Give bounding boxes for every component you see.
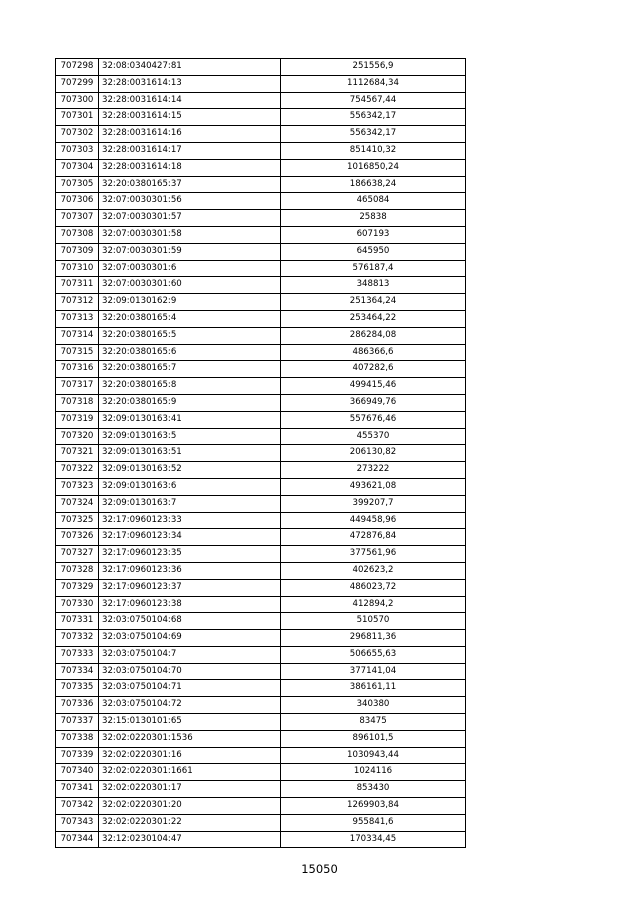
value-cell: 955841,6 [281, 814, 466, 831]
cadastral-number-cell: 32:09:0130163:52 [99, 462, 281, 479]
cadastral-number-cell: 32:12:0230104:47 [99, 831, 281, 848]
row-number-cell: 707340 [56, 764, 99, 781]
cadastral-number-cell: 32:09:0130163:6 [99, 478, 281, 495]
cadastral-number-cell: 32:28:0031614:13 [99, 75, 281, 92]
table-row [56, 646, 466, 663]
cadastral-number-cell: 32:17:0960123:37 [99, 579, 281, 596]
value-cell: 412894,2 [281, 596, 466, 613]
cadastral-number-cell: 32:20:0380165:8 [99, 378, 281, 395]
value-cell: 576187,4 [281, 260, 466, 277]
value-cell: 348813 [281, 277, 466, 294]
value-cell: 645950 [281, 243, 466, 260]
table-row [56, 462, 466, 479]
cadastral-number-cell: 32:20:0380165:4 [99, 310, 281, 327]
table-row [56, 75, 466, 92]
value-cell: 557676,46 [281, 411, 466, 428]
cadastral-number-cell: 32:28:0031614:18 [99, 159, 281, 176]
value-cell: 486023,72 [281, 579, 466, 596]
cadastral-number-cell: 32:07:0030301:59 [99, 243, 281, 260]
table-row [56, 92, 466, 109]
row-number-cell: 707314 [56, 327, 99, 344]
row-number-cell: 707329 [56, 579, 99, 596]
table-row [56, 596, 466, 613]
table-row [56, 814, 466, 831]
value-cell: 83475 [281, 714, 466, 731]
row-number-cell: 707334 [56, 663, 99, 680]
row-number-cell: 707327 [56, 546, 99, 563]
row-number-cell: 707316 [56, 361, 99, 378]
value-cell: 296811,36 [281, 630, 466, 647]
cadastral-number-cell: 32:03:0750104:69 [99, 630, 281, 647]
cadastral-number-cell: 32:17:0960123:34 [99, 529, 281, 546]
page-number: 15050 [301, 862, 338, 876]
table-row [56, 411, 466, 428]
row-number-cell: 707305 [56, 176, 99, 193]
cadastral-number-cell: 32:03:0750104:71 [99, 680, 281, 697]
row-number-cell: 707311 [56, 277, 99, 294]
table-row [56, 327, 466, 344]
value-cell: 402623,2 [281, 562, 466, 579]
cadastral-number-cell: 32:03:0750104:70 [99, 663, 281, 680]
value-cell: 1030943,44 [281, 747, 466, 764]
table-row [56, 260, 466, 277]
row-number-cell: 707344 [56, 831, 99, 848]
row-number-cell: 707335 [56, 680, 99, 697]
value-cell: 386161,11 [281, 680, 466, 697]
value-cell: 486366,6 [281, 344, 466, 361]
cadastral-number-cell: 32:15:0130101:65 [99, 714, 281, 731]
row-number-cell: 707313 [56, 310, 99, 327]
value-cell: 286284,08 [281, 327, 466, 344]
table-row [56, 344, 466, 361]
table-row [56, 495, 466, 512]
table-row [56, 310, 466, 327]
value-cell: 399207,7 [281, 495, 466, 512]
value-cell: 851410,32 [281, 142, 466, 159]
row-number-cell: 707338 [56, 730, 99, 747]
value-cell: 407282,6 [281, 361, 466, 378]
cadastral-number-cell: 32:02:0220301:1536 [99, 730, 281, 747]
table-row [56, 512, 466, 529]
table-row [56, 546, 466, 563]
value-cell: 506655,63 [281, 646, 466, 663]
value-cell: 556342,17 [281, 109, 466, 126]
row-number-cell: 707332 [56, 630, 99, 647]
row-number-cell: 707322 [56, 462, 99, 479]
table-row [56, 529, 466, 546]
row-number-cell: 707330 [56, 596, 99, 613]
value-cell: 556342,17 [281, 126, 466, 143]
table-row [56, 562, 466, 579]
table-row [56, 159, 466, 176]
table-row [56, 697, 466, 714]
value-cell: 493621,08 [281, 478, 466, 495]
value-cell: 251364,24 [281, 294, 466, 311]
table-row [56, 714, 466, 731]
cadastral-value-table [55, 58, 466, 848]
table-row [56, 59, 466, 76]
cadastral-number-cell: 32:07:0030301:60 [99, 277, 281, 294]
value-cell: 465084 [281, 193, 466, 210]
row-number-cell: 707312 [56, 294, 99, 311]
table-row [56, 428, 466, 445]
value-cell: 340380 [281, 697, 466, 714]
cadastral-number-cell: 32:08:0340427:81 [99, 59, 281, 76]
table-row [56, 243, 466, 260]
row-number-cell: 707342 [56, 798, 99, 815]
value-cell: 896101,5 [281, 730, 466, 747]
value-cell: 1016850,24 [281, 159, 466, 176]
value-cell: 186638,24 [281, 176, 466, 193]
row-number-cell: 707321 [56, 445, 99, 462]
cadastral-number-cell: 32:07:0030301:57 [99, 210, 281, 227]
cadastral-number-cell: 32:07:0030301:56 [99, 193, 281, 210]
table-row [56, 831, 466, 848]
table-row [56, 361, 466, 378]
row-number-cell: 707317 [56, 378, 99, 395]
table-row [56, 798, 466, 815]
table-row [56, 210, 466, 227]
table-row [56, 579, 466, 596]
row-number-cell: 707323 [56, 478, 99, 495]
row-number-cell: 707306 [56, 193, 99, 210]
cadastral-number-cell: 32:07:0030301:6 [99, 260, 281, 277]
table-row [56, 294, 466, 311]
value-cell: 206130,82 [281, 445, 466, 462]
row-number-cell: 707320 [56, 428, 99, 445]
table-row [56, 630, 466, 647]
row-number-cell: 707310 [56, 260, 99, 277]
table-row [56, 747, 466, 764]
table-row [56, 109, 466, 126]
table-row [56, 613, 466, 630]
table-row [56, 730, 466, 747]
row-number-cell: 707315 [56, 344, 99, 361]
row-number-cell: 707300 [56, 92, 99, 109]
cadastral-number-cell: 32:28:0031614:14 [99, 92, 281, 109]
value-cell: 455370 [281, 428, 466, 445]
table-row [56, 663, 466, 680]
cadastral-number-cell: 32:02:0220301:17 [99, 781, 281, 798]
cadastral-number-cell: 32:20:0380165:9 [99, 394, 281, 411]
row-number-cell: 707303 [56, 142, 99, 159]
value-cell: 754567,44 [281, 92, 466, 109]
value-cell: 273222 [281, 462, 466, 479]
value-cell: 1024116 [281, 764, 466, 781]
table-row [56, 378, 466, 395]
cadastral-number-cell: 32:07:0030301:58 [99, 226, 281, 243]
value-cell: 170334,45 [281, 831, 466, 848]
row-number-cell: 707319 [56, 411, 99, 428]
table-row [56, 226, 466, 243]
cadastral-number-cell: 32:09:0130163:7 [99, 495, 281, 512]
cadastral-number-cell: 32:03:0750104:7 [99, 646, 281, 663]
cadastral-number-cell: 32:28:0031614:16 [99, 126, 281, 143]
value-cell: 377141,04 [281, 663, 466, 680]
cadastral-number-cell: 32:02:0220301:22 [99, 814, 281, 831]
cadastral-number-cell: 32:17:0960123:38 [99, 596, 281, 613]
table-row [56, 394, 466, 411]
table-row [56, 193, 466, 210]
cadastral-number-cell: 32:20:0380165:37 [99, 176, 281, 193]
row-number-cell: 707324 [56, 495, 99, 512]
value-cell: 253464,22 [281, 310, 466, 327]
cadastral-number-cell: 32:17:0960123:36 [99, 562, 281, 579]
row-number-cell: 707337 [56, 714, 99, 731]
cadastral-number-cell: 32:02:0220301:1661 [99, 764, 281, 781]
cadastral-number-cell: 32:03:0750104:68 [99, 613, 281, 630]
cadastral-number-cell: 32:02:0220301:20 [99, 798, 281, 815]
value-cell: 377561,96 [281, 546, 466, 563]
cadastral-number-cell: 32:09:0130163:51 [99, 445, 281, 462]
value-cell: 472876,84 [281, 529, 466, 546]
value-cell: 853430 [281, 781, 466, 798]
row-number-cell: 707308 [56, 226, 99, 243]
cadastral-number-cell: 32:28:0031614:15 [99, 109, 281, 126]
value-cell: 1269903,84 [281, 798, 466, 815]
cadastral-number-cell: 32:09:0130162:9 [99, 294, 281, 311]
table-row [56, 764, 466, 781]
row-number-cell: 707336 [56, 697, 99, 714]
table-row [56, 277, 466, 294]
row-number-cell: 707341 [56, 781, 99, 798]
row-number-cell: 707301 [56, 109, 99, 126]
row-number-cell: 707328 [56, 562, 99, 579]
value-cell: 1112684,34 [281, 75, 466, 92]
row-number-cell: 707309 [56, 243, 99, 260]
value-cell: 607193 [281, 226, 466, 243]
row-number-cell: 707325 [56, 512, 99, 529]
row-number-cell: 707299 [56, 75, 99, 92]
table-row [56, 680, 466, 697]
row-number-cell: 707333 [56, 646, 99, 663]
row-number-cell: 707302 [56, 126, 99, 143]
value-cell: 449458,96 [281, 512, 466, 529]
cadastral-number-cell: 32:20:0380165:6 [99, 344, 281, 361]
table-row [56, 445, 466, 462]
cadastral-number-cell: 32:28:0031614:17 [99, 142, 281, 159]
table-body [56, 59, 466, 848]
table-row [56, 176, 466, 193]
value-cell: 366949,76 [281, 394, 466, 411]
row-number-cell: 707343 [56, 814, 99, 831]
value-cell: 499415,46 [281, 378, 466, 395]
row-number-cell: 707331 [56, 613, 99, 630]
row-number-cell: 707326 [56, 529, 99, 546]
row-number-cell: 707339 [56, 747, 99, 764]
cadastral-number-cell: 32:20:0380165:5 [99, 327, 281, 344]
cadastral-number-cell: 32:17:0960123:33 [99, 512, 281, 529]
row-number-cell: 707298 [56, 59, 99, 76]
table-row [56, 478, 466, 495]
cadastral-number-cell: 32:09:0130163:41 [99, 411, 281, 428]
value-cell: 251556,9 [281, 59, 466, 76]
table-row [56, 126, 466, 143]
row-number-cell: 707307 [56, 210, 99, 227]
row-number-cell: 707304 [56, 159, 99, 176]
cadastral-number-cell: 32:03:0750104:72 [99, 697, 281, 714]
cadastral-number-cell: 32:02:0220301:16 [99, 747, 281, 764]
row-number-cell: 707318 [56, 394, 99, 411]
table-row [56, 142, 466, 159]
cadastral-number-cell: 32:17:0960123:35 [99, 546, 281, 563]
cadastral-number-cell: 32:20:0380165:7 [99, 361, 281, 378]
value-cell: 510570 [281, 613, 466, 630]
cadastral-number-cell: 32:09:0130163:5 [99, 428, 281, 445]
value-cell: 25838 [281, 210, 466, 227]
table-row [56, 781, 466, 798]
